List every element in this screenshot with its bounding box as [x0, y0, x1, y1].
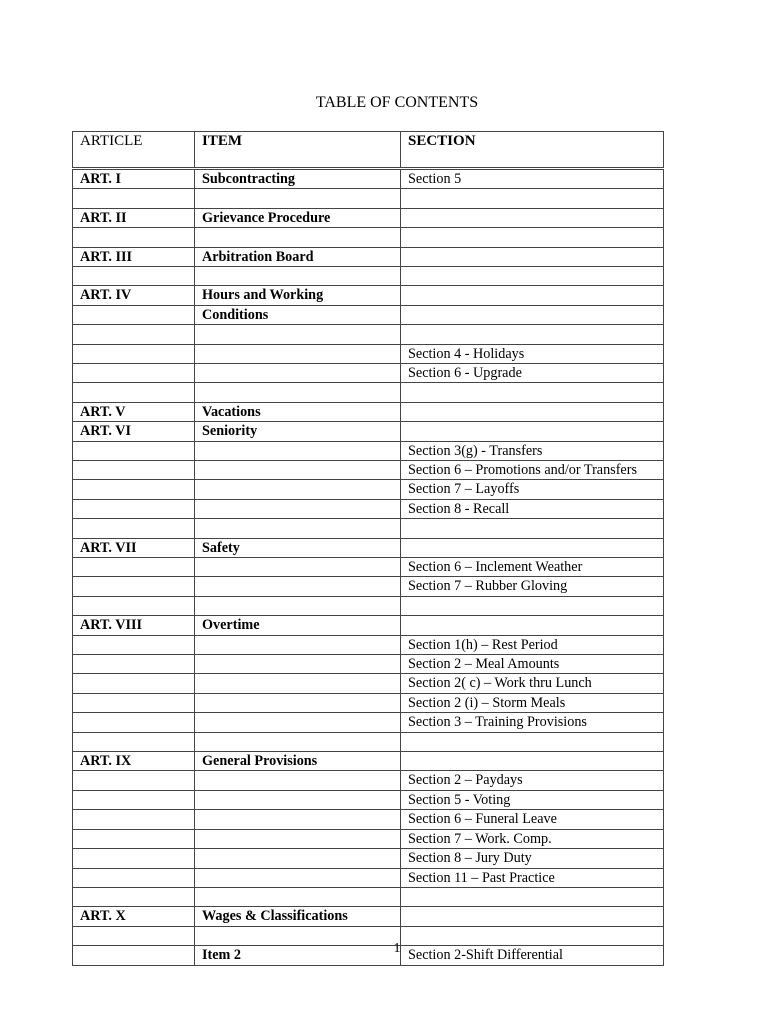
contents-table-body: [73, 132, 664, 966]
page-number: 1: [393, 941, 401, 956]
section-cell: [401, 596, 664, 615]
table-row: [73, 499, 664, 518]
article-cell: ART. III: [73, 247, 195, 266]
section-cell: Section 6 – Promotions and/or Transfers: [401, 461, 664, 480]
article-cell: [73, 713, 195, 732]
section-cell: [401, 752, 664, 771]
section-cell: Section 5: [401, 169, 664, 189]
table-row: [73, 441, 664, 460]
item-cell: Item 2: [195, 946, 401, 965]
article-cell: [73, 344, 195, 363]
item-cell: General Provisions: [195, 752, 401, 771]
item-cell: [195, 267, 401, 286]
item-cell: [195, 810, 401, 829]
section-cell: Section 6 – Funeral Leave: [401, 810, 664, 829]
header-item: ITEM: [195, 132, 401, 169]
table-row: [73, 693, 664, 712]
article-cell: [73, 596, 195, 615]
table-row: [73, 169, 664, 189]
header-article: ARTICLE: [73, 132, 195, 169]
section-cell: Section 6 - Upgrade: [401, 364, 664, 383]
item-cell: [195, 635, 401, 654]
item-cell: Overtime: [195, 616, 401, 635]
section-cell: [401, 208, 664, 227]
item-cell: [195, 829, 401, 848]
item-cell: Grievance Procedure: [195, 208, 401, 227]
article-cell: [73, 558, 195, 577]
article-cell: ART. VIII: [73, 616, 195, 635]
table-row: [73, 810, 664, 829]
article-cell: [73, 693, 195, 712]
table-row: [73, 344, 664, 363]
item-cell: [195, 577, 401, 596]
article-cell: ART. II: [73, 208, 195, 227]
item-cell: Seniority: [195, 422, 401, 441]
section-cell: [401, 887, 664, 906]
section-cell: Section 4 - Holidays: [401, 344, 664, 363]
table-row: [73, 558, 664, 577]
article-cell: [73, 461, 195, 480]
item-cell: [195, 364, 401, 383]
table-row: [73, 228, 664, 247]
table-row: [73, 752, 664, 771]
item-cell: [195, 189, 401, 208]
article-cell: [73, 849, 195, 868]
item-cell: [195, 790, 401, 809]
item-cell: [195, 480, 401, 499]
section-cell: [401, 402, 664, 421]
section-cell: [401, 247, 664, 266]
table-row: [73, 887, 664, 906]
table-row: [73, 461, 664, 480]
article-cell: [73, 383, 195, 402]
section-cell: [401, 732, 664, 751]
table-row: [73, 383, 664, 402]
item-cell: [195, 674, 401, 693]
item-cell: [195, 383, 401, 402]
article-cell: ART. IX: [73, 752, 195, 771]
table-row: [73, 305, 664, 324]
section-cell: Section 8 – Jury Duty: [401, 849, 664, 868]
section-cell: [401, 267, 664, 286]
article-cell: ART. V: [73, 402, 195, 421]
item-cell: [195, 325, 401, 344]
article-cell: [73, 189, 195, 208]
article-cell: [73, 519, 195, 538]
article-cell: [73, 810, 195, 829]
table-row: [73, 829, 664, 848]
item-cell: Subcontracting: [195, 169, 401, 189]
section-cell: Section 7 – Work. Comp.: [401, 829, 664, 848]
article-cell: ART. X: [73, 907, 195, 926]
item-cell: [195, 732, 401, 751]
article-cell: [73, 499, 195, 518]
header-section: SECTION: [401, 132, 664, 169]
article-cell: [73, 325, 195, 344]
article-cell: ART. IV: [73, 286, 195, 305]
item-cell: Arbitration Board: [195, 247, 401, 266]
article-cell: [73, 887, 195, 906]
item-cell: [195, 441, 401, 460]
section-cell: [401, 325, 664, 344]
article-cell: ART. VII: [73, 538, 195, 557]
item-cell: Hours and Working: [195, 286, 401, 305]
section-cell: [401, 305, 664, 324]
article-cell: [73, 655, 195, 674]
article-cell: [73, 829, 195, 848]
article-cell: [73, 771, 195, 790]
table-row: [73, 325, 664, 344]
section-cell: [401, 616, 664, 635]
item-cell: [195, 499, 401, 518]
item-cell: [195, 713, 401, 732]
item-cell: [195, 596, 401, 615]
article-cell: ART. I: [73, 169, 195, 189]
table-row: [73, 655, 664, 674]
section-cell: Section 2( c) – Work thru Lunch: [401, 674, 664, 693]
table-row: [73, 732, 664, 751]
table-row: [73, 247, 664, 266]
item-cell: Wages & Classifications: [195, 907, 401, 926]
item-cell: Vacations: [195, 402, 401, 421]
section-cell: Section 1(h) – Rest Period: [401, 635, 664, 654]
table-row: [73, 907, 664, 926]
table-row: [73, 674, 664, 693]
section-cell: [401, 383, 664, 402]
table-header-row: [73, 132, 664, 169]
item-cell: [195, 344, 401, 363]
section-cell: Section 3(g) - Transfers: [401, 441, 664, 460]
table-row: [73, 616, 664, 635]
article-cell: [73, 635, 195, 654]
article-cell: [73, 305, 195, 324]
table-row: [73, 189, 664, 208]
article-cell: [73, 868, 195, 887]
article-cell: [73, 790, 195, 809]
table-row: [73, 596, 664, 615]
section-cell: Section 8 - Recall: [401, 499, 664, 518]
item-cell: [195, 461, 401, 480]
section-cell: Section 7 – Layoffs: [401, 480, 664, 499]
section-cell: Section 6 – Inclement Weather: [401, 558, 664, 577]
item-cell: [195, 558, 401, 577]
section-cell: Section 3 – Training Provisions: [401, 713, 664, 732]
item-cell: [195, 887, 401, 906]
section-cell: Section 5 - Voting: [401, 790, 664, 809]
item-cell: [195, 849, 401, 868]
table-row: [73, 771, 664, 790]
table-row: [73, 480, 664, 499]
article-cell: [73, 732, 195, 751]
item-cell: [195, 655, 401, 674]
table-row: [73, 519, 664, 538]
table-row: [73, 713, 664, 732]
article-cell: [73, 577, 195, 596]
section-cell: Section 2 (i) – Storm Meals: [401, 693, 664, 712]
table-row: [73, 577, 664, 596]
table-row: [73, 267, 664, 286]
section-cell: [401, 519, 664, 538]
section-cell: [401, 189, 664, 208]
table-row: [73, 868, 664, 887]
page-title: TABLE OF CONTENTS: [315, 94, 479, 111]
section-cell: Section 7 – Rubber Gloving: [401, 577, 664, 596]
section-cell: Section 2 – Paydays: [401, 771, 664, 790]
contents-table: [72, 131, 664, 966]
article-cell: [73, 267, 195, 286]
article-cell: [73, 228, 195, 247]
item-cell: [195, 868, 401, 887]
table-row: [73, 286, 664, 305]
table-row: [73, 208, 664, 227]
item-cell: [195, 519, 401, 538]
item-cell: Safety: [195, 538, 401, 557]
section-cell: Section 2 – Meal Amounts: [401, 655, 664, 674]
section-cell: [401, 228, 664, 247]
section-cell: Section 2-Shift Differential: [401, 946, 664, 965]
table-row: [73, 849, 664, 868]
item-cell: [195, 771, 401, 790]
article-cell: [73, 364, 195, 383]
table-row: [73, 635, 664, 654]
article-cell: ART. VI: [73, 422, 195, 441]
table-row: [73, 402, 664, 421]
section-cell: [401, 422, 664, 441]
section-cell: [401, 907, 664, 926]
section-cell: [401, 286, 664, 305]
table-row: [73, 790, 664, 809]
table-row: [73, 364, 664, 383]
table-row: [73, 422, 664, 441]
article-cell: [73, 441, 195, 460]
item-cell: [195, 228, 401, 247]
table-row: [73, 538, 664, 557]
section-cell: [401, 538, 664, 557]
item-cell: Conditions: [195, 305, 401, 324]
section-cell: Section 11 – Past Practice: [401, 868, 664, 887]
item-cell: [195, 693, 401, 712]
article-cell: [73, 480, 195, 499]
article-cell: [73, 674, 195, 693]
